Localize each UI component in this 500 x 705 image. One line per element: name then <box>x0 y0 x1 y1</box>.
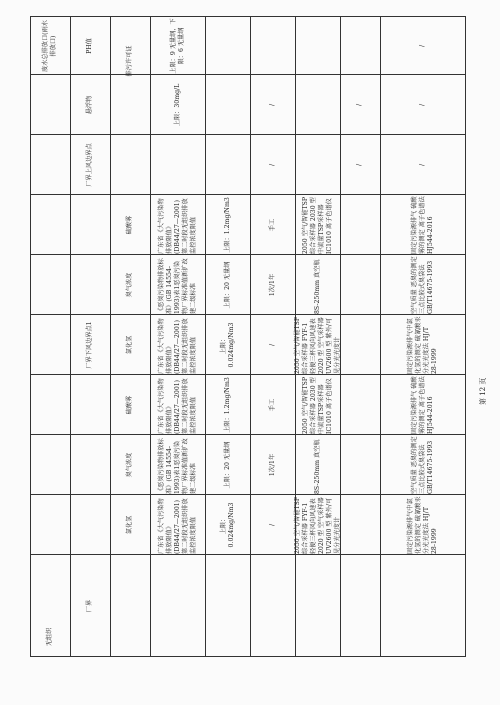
ss-limit: 上限：30mg/L <box>173 83 181 127</box>
standard: 广东省《大气污染物排放限值》(DB44/27—2001)第二时段无组织排放监控浓度限值 <box>157 198 197 254</box>
pollutant: 硫酸雾 <box>126 395 133 415</box>
dash: / <box>268 343 276 347</box>
dash: / <box>356 103 363 107</box>
page-number: 第 12 页 <box>479 377 487 405</box>
pollutant: 氯化氢 <box>126 335 133 355</box>
pollutant: 氯化氢 <box>126 515 133 535</box>
analysis: 固定污染源排气中氯化氢的测定 硫氰酸汞分光光度法 HJ/T 28-1999 <box>406 496 438 554</box>
factory-boundary-label: 厂界 <box>86 599 93 613</box>
ph-label: PH值 <box>86 38 93 54</box>
method: 2050 空气/智能TSP综合采样器 2030 型 中流量TSP采样器 IC1010 离子色谱仪 <box>301 376 333 434</box>
manual: 手工 <box>268 218 276 232</box>
downwind-label: 厂界下风边界点1 <box>86 321 93 369</box>
upwind-label: 厂界上风边界点 <box>86 143 93 187</box>
limit: 上限：0.024mg/Nm3 <box>219 502 235 548</box>
frequency: 1次/1年 <box>268 453 276 477</box>
method: 8S-250mm 真空瓶 <box>313 259 321 314</box>
suspended-solids-label: 悬浮物 <box>86 95 93 115</box>
standard: 广东省《大气污染物排放限值》(DB44/27—2001)第二时段无组织排放监控浓度限值 <box>157 498 197 554</box>
analysis: 空气质量 恶臭的测定 三点比较式臭袋法 GB/T14675-1993 <box>410 436 434 494</box>
method: 2050 空气/智能TSP综合采样器 FYF-1 轻便三杯风向风速表 2020 型 空气采样器 UV2600 型 紫外/可见分光光度计 <box>293 496 341 554</box>
dash: / <box>418 163 426 167</box>
ph-limit: 上限：9 无量纲，下限：6 无量纲 <box>169 18 185 74</box>
wastewater-outfall-label: 废水总排放口(雨水排放口) <box>42 20 57 72</box>
dash: / <box>418 103 426 107</box>
limit: 上限：20 无量纲 <box>223 261 231 309</box>
table-border-bottom <box>465 17 466 657</box>
method: 8S-250mm 真空瓶 <box>313 439 321 494</box>
limit: 上限：0.024mg/Nm3 <box>219 322 235 368</box>
limit: 上限：20 无量纲 <box>223 441 231 489</box>
pollutant: 臭气浓度 <box>126 452 133 478</box>
method: 2050 空气/智能TSP综合采样器 FYF-1 轻便三杯风向风速表 2020 型 空气采样器 UV2600 型 紫外/可见分光光度计 <box>293 316 341 374</box>
limit: 上限：1.2mg/Nm3 <box>223 197 231 253</box>
pollutant: 臭气浓度 <box>126 272 133 298</box>
dash: / <box>268 163 276 167</box>
frequency: 1次/1年 <box>268 273 276 297</box>
permit-label: 排污许可证 <box>126 45 133 77</box>
analysis: 固定污染源排气 硫酸雾的测定 离子色谱法 HJ544-2016 <box>410 196 434 254</box>
standard: 《恶臭污染物排放标准》(GB 14554-1993)表1恶臭污染物厂界标准值新扩改建二级标准 <box>157 258 197 314</box>
dash: / <box>268 523 276 527</box>
limit: 上限：1.2mg/Nm3 <box>223 377 231 433</box>
method: 2050 空气/智能TSP综合采样器 2030 型 中流量TSP采样器 IC1010 离子色谱仪 <box>301 196 333 254</box>
manual: 手工 <box>268 398 276 412</box>
dash: / <box>418 44 426 48</box>
analysis: 固定污染源排气中氯化氢的测定 硫氰酸汞分光光度法 HJ/T 28-1999 <box>406 316 438 374</box>
standard: 《恶臭污染物排放标准》(GB 14554-1993)表1恶臭污染物厂界标准值新扩改建二级标准 <box>157 438 197 494</box>
analysis: 固定污染源排气 硫酸雾的测定 离子色谱法 HJ544-2016 <box>410 376 434 434</box>
no-organized-label: 无组织 <box>46 627 53 647</box>
pollutant: 硫酸雾 <box>126 215 133 235</box>
standard: 广东省《大气污染物排放限值》(DB44/27—2001)第二时段无组织排放监控浓度限值 <box>157 378 197 434</box>
table-border-top <box>30 17 31 657</box>
dash: / <box>268 103 276 107</box>
dash: / <box>356 163 363 167</box>
analysis: 空气质量 恶臭的测定 三点比较式臭袋法 GB/T14675-1993 <box>410 256 434 314</box>
standard: 广东省《大气污染物排放限值》(DB44/27—2001)第二时段无组织排放监控浓度限值 <box>157 318 197 374</box>
